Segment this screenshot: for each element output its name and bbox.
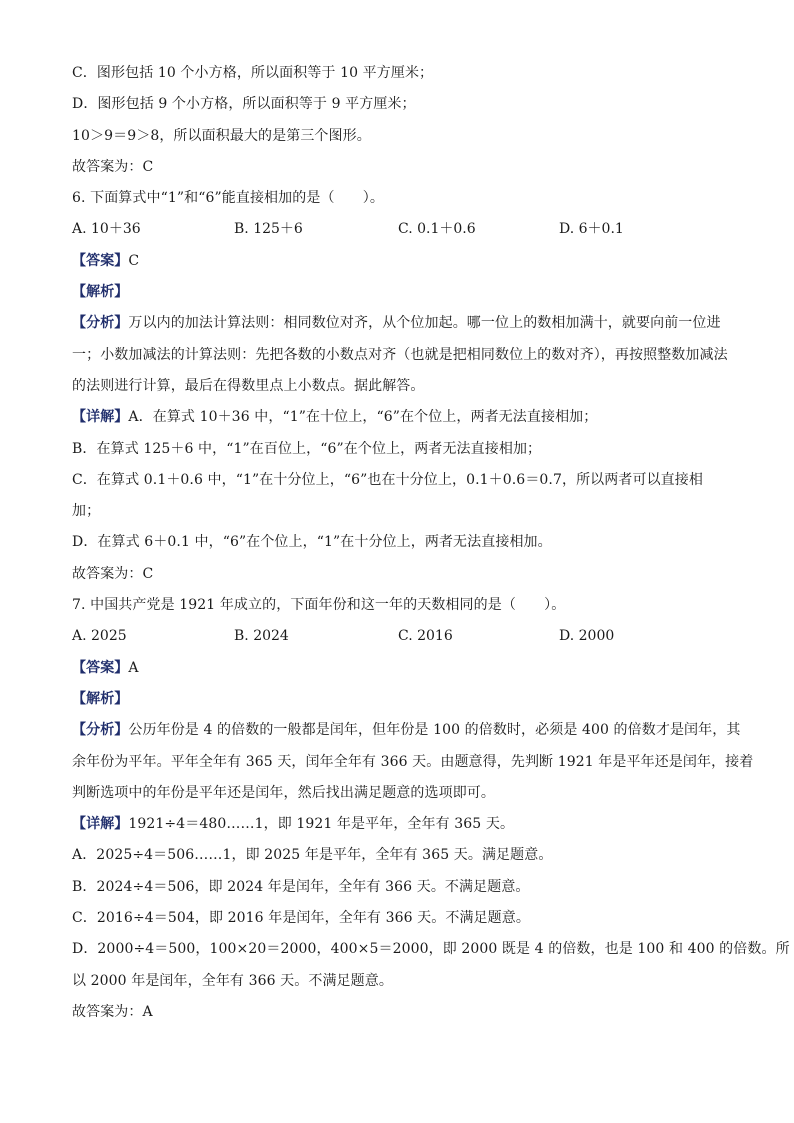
q7-xiangjie-line-5: D．2000÷4＝500，100×20＝2000，400×5＝2000，即 2000 既是 4 的倍数，也是 100 和 400 的倍数。所 — [72, 941, 790, 958]
solution-line-c: C．图形包括 10 个小方格，所以面积等于 10 平方厘米； — [72, 65, 434, 81]
q6-xiangjie-line-2: B．在算式 125＋6 中，“1”在百位上，“6”在个位上，两者无法直接相加； — [72, 440, 542, 457]
document-page — [72, 58, 790, 1028]
q7-xiangjie-line-4: C．2016÷4＝504，即 2016 年是闰年，全年有 366 天。不满足题意。 — [72, 910, 530, 927]
q6-analysis-tag: 【解析】 — [72, 284, 129, 301]
q7-analysis-tag: 【解析】 — [72, 690, 129, 707]
q6-xiangjie-line-4: 加； — [72, 503, 101, 520]
q6-fenxi-line-2: 一；小数加减法的计算法则：先把各数的小数点对齐（也就是把相同数位上的数对齐），再按照整数加减法 — [72, 346, 728, 363]
q6-option-c: C. 0.1＋0.6 — [398, 221, 476, 238]
q7-answer — [72, 653, 724, 684]
q6-final-answer: 故答案为：C — [72, 565, 154, 582]
q7-xiangjie-line-6: 以 2000 年是闰年，全年有 366 天。不满足题意。 — [72, 972, 393, 989]
q7-final-answer: 故答案为：A — [72, 1003, 153, 1020]
q6-option-b: B. 125＋6 — [234, 221, 303, 238]
q6-xiangjie-tag: 【详解】 — [72, 409, 129, 426]
q7-xiangjie-text-1: 1921÷4＝480……1，即 1921 年是平年，全年有 365 天。 — [128, 816, 515, 833]
q6-fenxi-line-3: 的法则进行计算，最后在得数里点上小数点。据此解答。 — [72, 377, 425, 394]
q6-xiangjie-line-3: C．在算式 0.1＋0.6 中，“1”在十分位上，“6”也在十分位上，0.1＋0.6＝0.7，所以两者可以直接相 — [72, 471, 703, 488]
q6-xiangjie-line-5: D．在算式 6＋0.1 中，“6”在个位上，“1”在十分位上，两者无法直接相加。 — [72, 534, 552, 551]
q6-answer — [72, 246, 724, 277]
question-7-options — [72, 621, 724, 652]
q6-fenxi-tag: 【分析】 — [72, 315, 129, 332]
q6-fenxi-text-1: 万以内的加法计算法则：相同数位对齐，从个位加起。哪一位上的数相加满十，就要向前一位进 — [128, 315, 721, 332]
q6-analysis-heading — [72, 277, 724, 308]
q7-fenxi-line-2: 余年份为平年。平年全年有 365 天，闰年全年有 366 天。由题意得，先判断 1921 年是平年还是闰年，接着 — [72, 753, 754, 770]
q7-option-b: B. 2024 — [234, 628, 289, 645]
question-6: 6. 下面算式中“1”和“6”能直接相加的是（ ）。 — [72, 190, 384, 207]
q7-analysis-heading — [72, 684, 724, 715]
q7-fenxi-text-1: 公历年份是 4 的倍数的一般都是闰年，但年份是 100 的倍数时，必须是 400 的倍数才是闰年，其 — [128, 722, 741, 739]
q7-xiangjie-line-2: A．2025÷4＝506……1，即 2025 年是平年，全年有 365 天。满足题意。 — [72, 847, 553, 864]
q6-answer-tag: 【答案】 — [72, 252, 129, 269]
q7-answer-value: A — [128, 659, 139, 676]
solution-line-compare: 10＞9＝9＞8，所以面积最大的是第三个图形。 — [72, 127, 371, 144]
q7-option-c: C. 2016 — [398, 628, 453, 645]
question-6-options — [72, 214, 724, 245]
q7-answer-tag: 【答案】 — [72, 659, 129, 676]
solution-line-d: D．图形包括 9 个小方格，所以面积等于 9 平方厘米； — [72, 96, 416, 113]
q7-fenxi-line-1 — [72, 715, 741, 746]
q6-answer-value: C — [128, 252, 140, 269]
q7-option-a: A. 2025 — [72, 628, 127, 645]
q6-option-d: D. 6＋0.1 — [559, 221, 624, 238]
q7-fenxi-tag: 【分析】 — [72, 722, 129, 739]
question-7: 7. 中国共产党是 1921 年成立的，下面年份和这一年的天数相同的是（ ）。 — [72, 597, 566, 614]
final-answer-q5: 故答案为：C — [72, 158, 154, 175]
q7-xiangjie-line-1 — [72, 809, 724, 840]
q7-fenxi-line-3: 判断选项中的年份是平年还是闰年，然后找出满足题意的选项即可。 — [72, 784, 495, 801]
q7-option-d: D. 2000 — [559, 628, 615, 645]
q7-xiangjie-tag: 【详解】 — [72, 816, 129, 833]
q6-xiangjie-text-1: A．在算式 10＋36 中，“1”在十位上，“6”在个位上，两者无法直接相加； — [128, 409, 598, 426]
q6-fenxi-line-1 — [72, 308, 724, 339]
q6-xiangjie-line-1 — [72, 402, 724, 433]
q7-xiangjie-line-3: B．2024÷4＝506，即 2024 年是闰年，全年有 366 天。不满足题意。 — [72, 878, 530, 895]
q6-option-a: A. 10＋36 — [72, 221, 141, 238]
